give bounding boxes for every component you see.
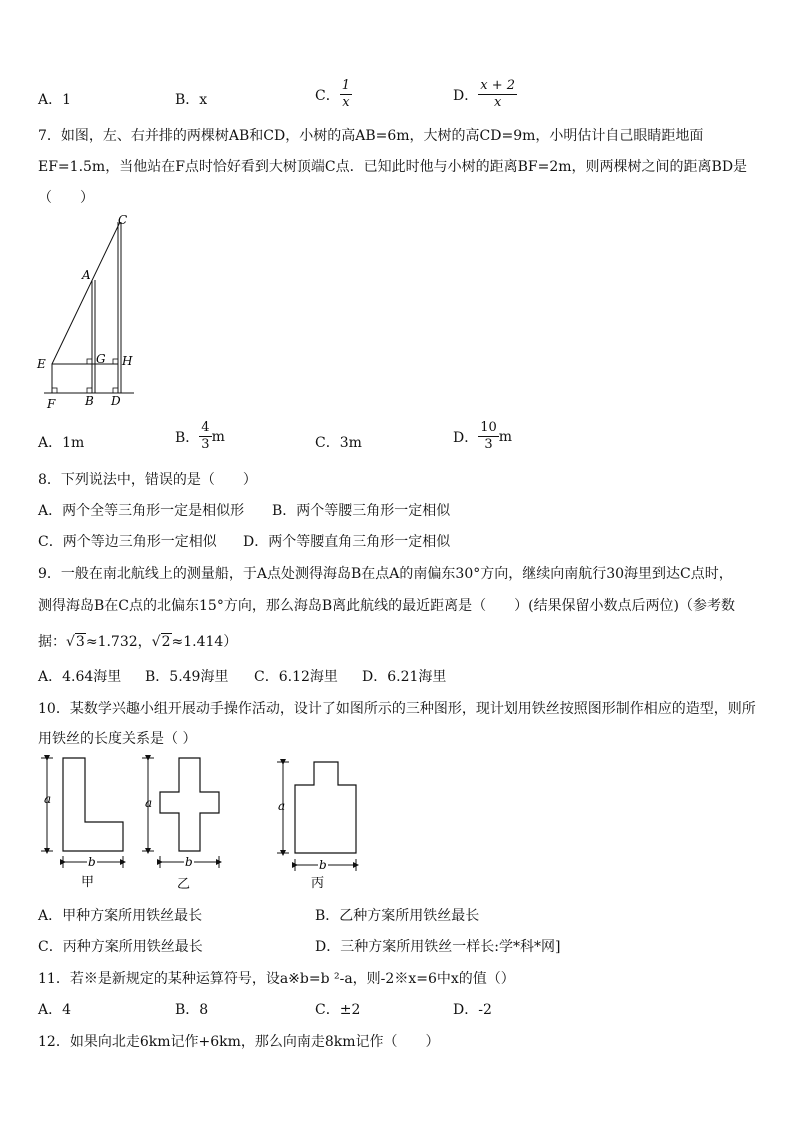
q7-option-d-prefix: D． xyxy=(453,429,479,446)
q9-sqrt2-radicand: 2 xyxy=(161,634,171,650)
q8-option-a: A．两个全等三角形一定是相似形 xyxy=(38,503,245,519)
q7-option-d xyxy=(453,420,512,453)
q9-data-prefix: 据： xyxy=(38,634,66,650)
q7-ground-rect xyxy=(52,364,118,393)
q10-stem-line1: 10．某数学兴趣小组开展动手操作活动，设计了如图所示的三种图形，现计划用铁丝按照图形制作相应的造型，则所 xyxy=(38,701,756,717)
q6-d-numerator: x + 2 xyxy=(480,78,515,93)
q9-sqrt3-radicand: 3 xyxy=(75,634,85,650)
q7-label-g: G xyxy=(96,352,106,366)
q7-stem-line1: 7．如图，左、右并排的两棵树AB和CD，小树的高AB=6m，大树的高CD=9m，小明估计自己眼睛距地面 xyxy=(38,128,704,144)
q7-right-angle-b xyxy=(87,388,92,393)
q7-stem-line3: （ ） xyxy=(38,190,94,206)
q6-c-numerator: 1 xyxy=(341,78,350,93)
q7-d-unit: m xyxy=(498,428,513,445)
q10-shape-bing xyxy=(277,762,356,891)
q8-stem: 8．下列说法中，错误的是（ ） xyxy=(38,472,257,488)
q10-jia-label-a: a xyxy=(44,792,52,806)
q9-sqrt2-value: ≈1.414） xyxy=(171,634,238,650)
q6-option-b: B．x xyxy=(175,92,208,108)
q7-option-a: A．1m xyxy=(38,435,85,451)
q7-label-c: C xyxy=(118,213,128,227)
q7-label-f: F xyxy=(47,397,56,411)
q9-stem-line2: 测得海岛B在C点的北偏东15°方向，那么海岛B离此航线的最近距离是（ ）(结果保留小数点后两位)（参考数 xyxy=(38,598,736,614)
q7-right-angle-f xyxy=(52,388,57,393)
q10-shapes-figure xyxy=(30,750,370,895)
q10-yi-label-b: b xyxy=(185,855,193,869)
q11-option-c: C．±2 xyxy=(315,1002,361,1018)
q7-label-h: H xyxy=(122,354,133,368)
q10-jia-label-b: b xyxy=(88,855,96,869)
q6-c-denominator: x xyxy=(342,95,350,110)
q7-b-unit: m xyxy=(211,428,225,445)
q10-name-bing: 丙 xyxy=(311,876,325,891)
q7-label-b: B xyxy=(85,394,94,408)
q10-option-b: B．乙种方案所用铁丝最长 xyxy=(315,908,480,924)
q10-bing-label-b: b xyxy=(319,858,327,872)
q7-b-numerator: 4 xyxy=(201,420,210,435)
q11-option-a: A．4 xyxy=(38,1002,72,1018)
q7-label-e: E xyxy=(37,357,46,371)
q9-stem-line1: 9．一般在南北航线上的测量船，于A点处测得海岛B在点A的南偏东30°方向，继续向南航行30海里到达C点时， xyxy=(38,566,733,582)
q7-label-d: D xyxy=(111,394,121,408)
q10-option-c: C．丙种方案所用铁丝最长 xyxy=(38,939,203,955)
q10-bing-label-a: a xyxy=(278,799,286,813)
q11-option-b: B．8 xyxy=(175,1002,209,1018)
q7-right-angle-g xyxy=(87,359,92,364)
q6-option-d xyxy=(453,78,517,111)
q7-option-d-fraction xyxy=(478,420,499,453)
q10-name-jia: 甲 xyxy=(81,875,95,890)
q7-tree-figure xyxy=(34,212,144,414)
q6-option-c-fraction xyxy=(340,78,352,111)
q9-option-b: B．5.49海里 xyxy=(145,669,229,685)
q11-stem: 11．若※是新规定的某种运算符号，设a※b=b ²-a，则-2※x=6中x的值（） xyxy=(38,971,515,987)
q6-option-d-fraction xyxy=(478,78,517,111)
q12-stem: 12．如果向北走6km记作+6km，那么向南走8km记作（ ） xyxy=(38,1034,440,1050)
q6-option-c-prefix: C． xyxy=(315,87,340,104)
q10-option-d: D．三种方案所用铁丝一样长:学*科*网] xyxy=(315,939,561,955)
q10-stem-line2: 用铁丝的长度关系是（ ） xyxy=(38,731,197,747)
q6-option-d-prefix: D． xyxy=(453,87,479,104)
q9-sqrt3: √3 xyxy=(66,634,85,650)
q9-option-d: D．6.21海里 xyxy=(362,669,447,685)
q8-option-b: B．两个等腰三角形一定相似 xyxy=(272,503,451,519)
q7-option-c: C．3m xyxy=(315,435,362,451)
q10-shape-yi xyxy=(142,758,219,892)
q8-option-c: C．两个等边三角形一定相似 xyxy=(38,534,217,550)
q7-right-angle-d xyxy=(113,388,118,393)
q6-option-a: A．1 xyxy=(38,92,72,108)
q8-option-d: D．两个等腰直角三角形一定相似 xyxy=(243,534,451,550)
q7-option-b-prefix: B． xyxy=(175,429,200,446)
q10-shape-jia xyxy=(41,758,123,890)
q10-cross-shape xyxy=(160,758,219,851)
q6-option-c xyxy=(315,78,352,111)
q7-d-denominator: 3 xyxy=(484,437,493,452)
q7-stem-line2: EF=1.5m，当他站在F点时恰好看到大树顶端C点．已知此时他与小树的距离BF=2m，则两棵树之间的距离BD是 xyxy=(38,159,748,175)
q7-sightline xyxy=(52,222,120,364)
q7-b-denominator: 3 xyxy=(201,437,210,452)
q7-d-numerator: 10 xyxy=(480,420,497,435)
q10-option-a: A．甲种方案所用铁丝最长 xyxy=(38,908,203,924)
q6-d-denominator: x xyxy=(493,95,502,110)
q10-name-yi: 乙 xyxy=(177,877,191,892)
q9-sqrt2: √2 xyxy=(151,634,171,650)
q7-option-b xyxy=(175,420,225,453)
q7-option-b-fraction xyxy=(199,420,211,453)
q9-stem-line3 xyxy=(38,631,237,651)
q7-label-a: A xyxy=(82,268,91,282)
q9-sqrt3-value: ≈1.732， xyxy=(85,634,152,650)
q10-house-shape xyxy=(295,762,356,853)
q9-option-c: C．6.12海里 xyxy=(254,669,338,685)
q7-right-angle-h xyxy=(113,359,118,364)
q10-l-shape xyxy=(63,758,123,851)
q10-yi-label-a: a xyxy=(145,796,153,810)
q9-option-a: A．4.64海里 xyxy=(38,669,122,685)
q11-option-d: D．-2 xyxy=(453,1002,492,1018)
